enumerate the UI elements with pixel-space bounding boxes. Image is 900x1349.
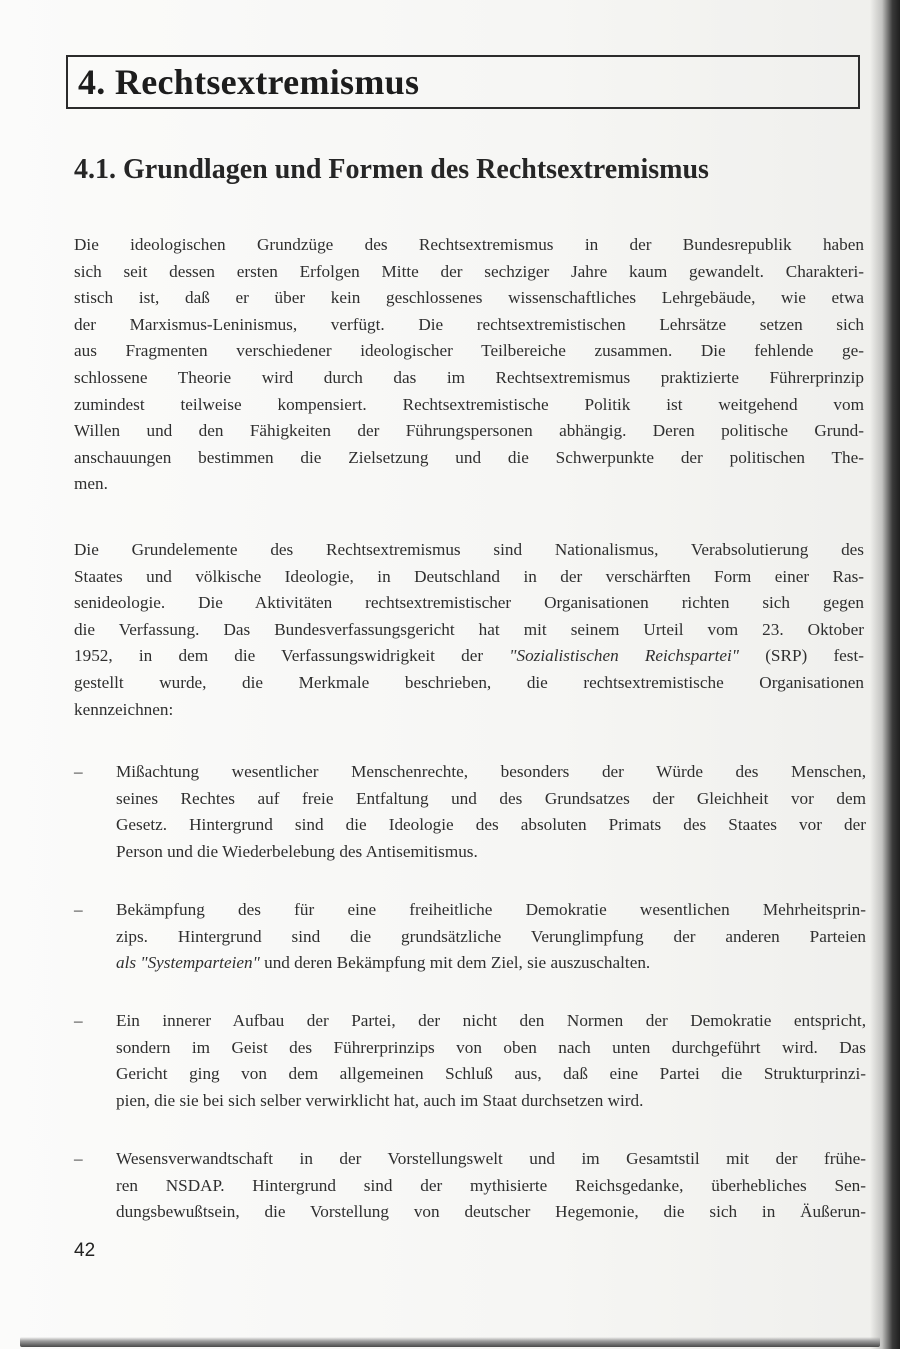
page-number: 42 <box>74 1240 96 1261</box>
text-line: Mißachtung wesentlicher Menschenrechte, besonders der Würde des Menschen, <box>116 762 866 781</box>
text-line: Staates und völkische Ideologie, in Deutschland in der verschärften Form einer Ras- <box>74 566 864 586</box>
text-line: sondern im Geist des Führerprinzips von oben nach unten durchgeführt wird. Das <box>116 1037 866 1057</box>
text-line: Willen und den Fähigkeiten der Führungspersonen abhängig. Deren politische Grund- <box>74 421 864 441</box>
dash-bullet: – <box>74 762 83 781</box>
list-item-text <box>116 759 866 865</box>
dash-bullet: – <box>74 1149 83 1168</box>
text-line: aus Fragmenten verschiedener ideologischer Teilbereiche zusammen. Die fehlende ge- <box>74 341 864 361</box>
text-line: 1952, in dem die Verfassungswidrigkeit der "Sozialistischen Reichspartei" (SRP) fest- <box>74 646 864 666</box>
list-item-text <box>116 1008 866 1114</box>
text-line: zumindest teilweise kompensiert. Rechtsextremistische Politik ist weitgehend vom <box>74 394 864 414</box>
text-line: Ein innerer Aufbau der Partei, der nicht den Normen der Demokratie entspricht, <box>116 1011 866 1030</box>
chapter-heading-box <box>66 55 860 109</box>
dash-bullet: – <box>74 900 83 919</box>
text-line: zips. Hintergrund sind die grundsätzliche Verunglimpfung der anderen Parteien <box>116 926 866 946</box>
text-line: dungsbewußtsein, die Vorstellung von deutscher Hegemonie, die sich in Äußerun- <box>116 1202 866 1222</box>
text-line: men. <box>74 474 108 494</box>
paragraph-elements <box>74 537 864 723</box>
text-line: sich seit dessen ersten Erfolgen Mitte der sechziger Jahre kaum gewandelt. Charakteri- <box>74 261 864 281</box>
list-item-text <box>116 1146 866 1226</box>
text-line: ren NSDAP. Hintergrund sind der mythisierte Reichsgedanke, überhebliches Sen- <box>116 1175 866 1195</box>
page-edge-shadow <box>20 1337 880 1347</box>
text-line: Gericht ging von dem allgemeinen Schluß aus, daß eine Partei die Strukturprinzi- <box>116 1064 866 1084</box>
text-line: seines Rechtes auf freie Entfaltung und des Grundsatzes der Gleichheit vor dem <box>116 788 866 808</box>
paragraph-ideology <box>74 232 864 498</box>
text-line: Person und die Wiederbelebung des Antisemitismus. <box>116 841 478 861</box>
text-line: stisch ist, daß er über kein geschlossenes wissenschaftliches Lehrgebäude, wie etwa <box>74 288 864 308</box>
text-line: als "Systemparteien" und deren Bekämpfung mit dem Ziel, sie auszuschalten. <box>116 953 651 973</box>
text-line: kennzeichnen: <box>74 699 174 719</box>
text-line: gestellt wurde, die Merkmale beschrieben, die rechtsextremistische Organisationen <box>74 672 864 692</box>
text-line: der Marxismus-Leninismus, verfügt. Die rechtsextremistischen Lehrsätze setzen sich <box>74 314 864 334</box>
text-line: Bekämpfung des für eine freiheitliche Demokratie wesentlichen Mehrheitsprin- <box>116 900 866 919</box>
list-item-text <box>116 897 866 977</box>
section-title: 4.1. Grundlagen und Formen des Rechtsextremismus <box>74 154 709 185</box>
text-line: Die ideologischen Grundzüge des Rechtsextremismus in der Bundesrepublik haben <box>74 235 864 254</box>
text-line: Wesensverwandtschaft in der Vorstellungswelt und im Gesamtstil mit der frühe- <box>116 1149 866 1168</box>
text-line: Gesetz. Hintergrund sind die Ideologie des absoluten Primats des Staates vor der <box>116 815 866 835</box>
text-line: die Verfassung. Das Bundesverfassungsgericht hat mit seinem Urteil vom 23. Oktober <box>74 619 864 639</box>
binding-shadow <box>870 0 900 1349</box>
text-line: schlossene Theorie wird durch das im Rechtsextremismus praktizierte Führerprinzip <box>74 367 864 387</box>
chapter-title: 4. Rechtsextremismus <box>78 62 420 102</box>
text-line: pien, die sie bei sich selber verwirklicht hat, auch im Staat durchsetzen wird. <box>116 1090 644 1110</box>
text-line: anschauungen bestimmen die Zielsetzung und die Schwerpunkte der politischen The- <box>74 447 864 467</box>
text-line: senideologie. Die Aktivitäten rechtsextremistischer Organisationen richten sich gegen <box>74 593 864 613</box>
dash-bullet: – <box>74 1011 83 1030</box>
text-line: Die Grundelemente des Rechtsextremismus sind Nationalismus, Verabsolutierung des <box>74 540 864 559</box>
